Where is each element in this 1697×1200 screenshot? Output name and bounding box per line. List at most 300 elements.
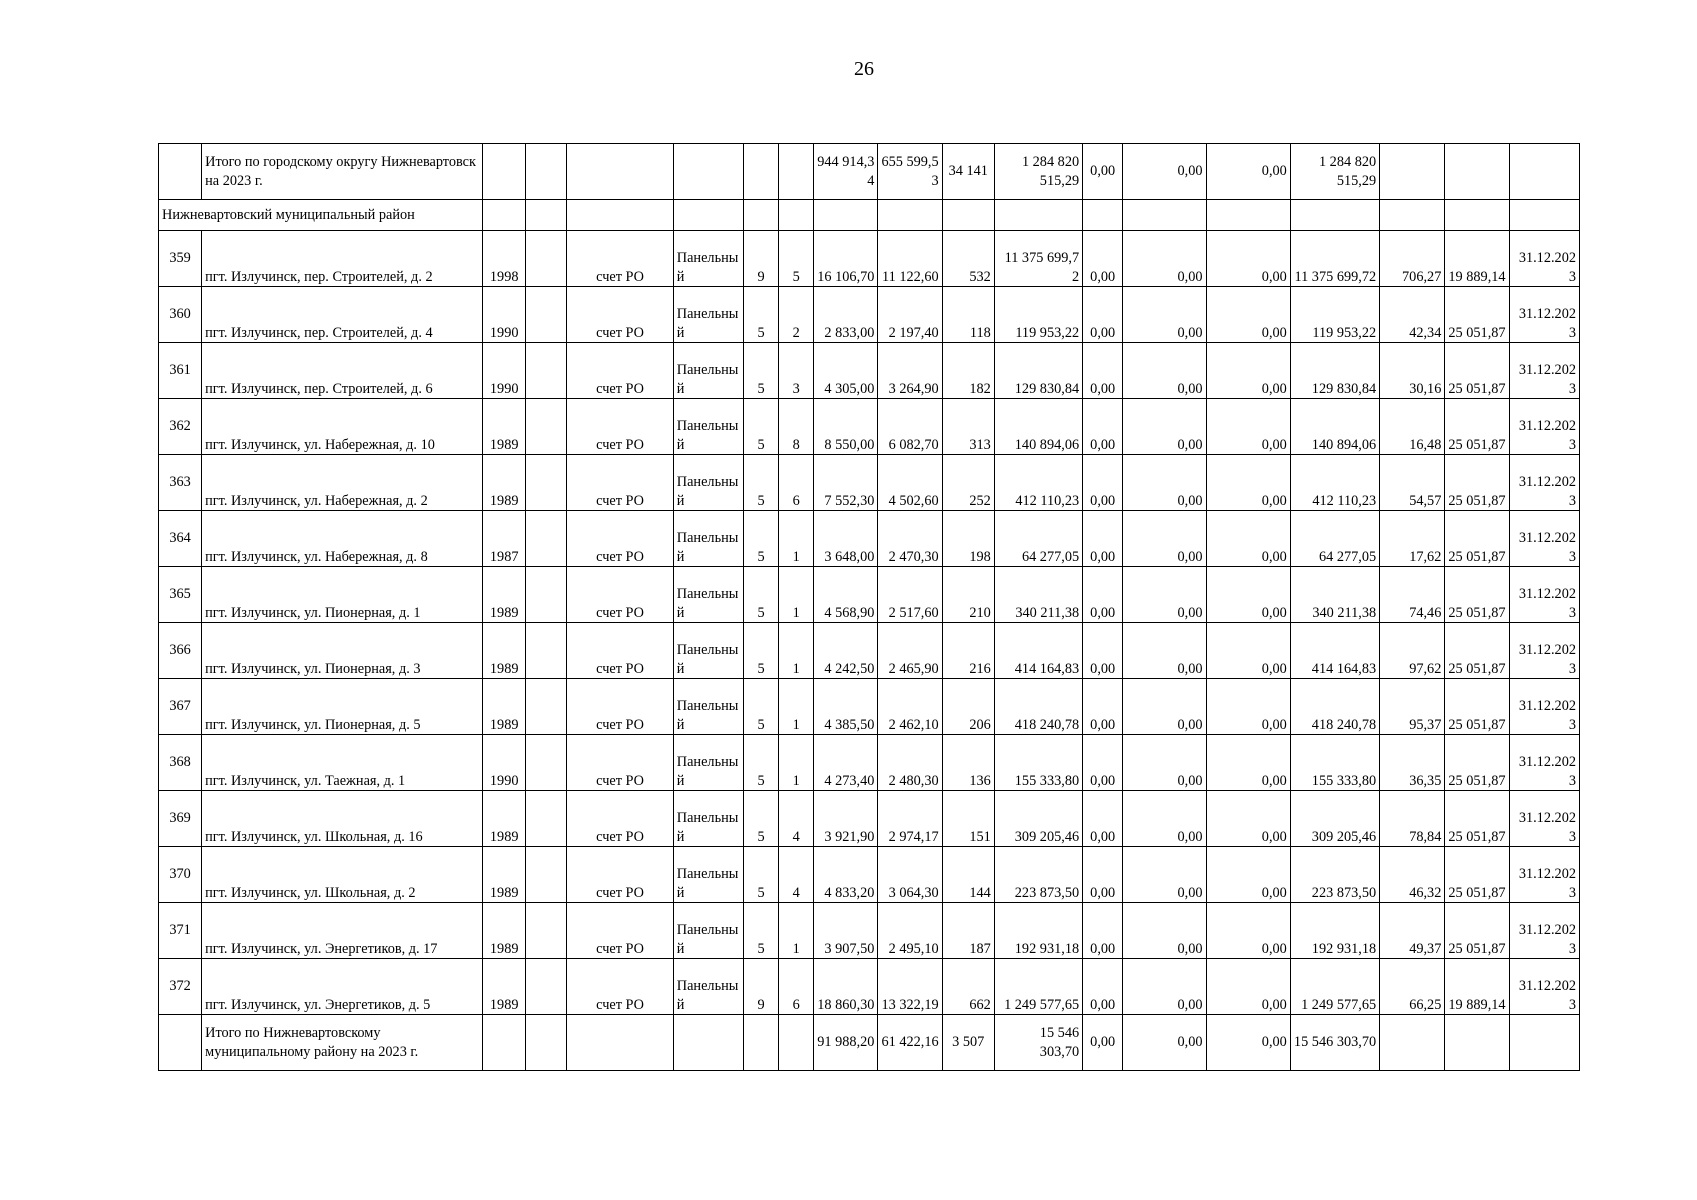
cell-area-total: 3 907,50 — [824, 940, 875, 957]
cell-entrances: 8 — [792, 436, 800, 453]
cell-fund-federal: 0,00 — [1090, 660, 1116, 677]
cell-funding-source: счет РО — [596, 380, 645, 397]
cell-entrances-wrapper — [779, 399, 814, 455]
cell-floors-wrapper — [744, 791, 779, 847]
cell-row-number-wrapper — [159, 511, 202, 567]
cell-address: пгт. Излучинск, ул. Набережная, д. 2 — [205, 492, 428, 509]
cell-funding-source: счет РО — [596, 268, 645, 285]
cell-fund-federal: 0,00 — [1090, 436, 1116, 453]
table-row — [159, 735, 1580, 791]
cell-fund-region: 0,00 — [1177, 772, 1203, 789]
cell-deadline-wrapper — [1509, 959, 1579, 1015]
cell-fund-owners: 64 277,05 — [1318, 548, 1377, 565]
top-total-cost: 1 284 820 515,29 — [994, 144, 1082, 200]
cell-funding-source: счет РО — [596, 436, 645, 453]
cell-address-wrapper — [202, 679, 483, 735]
cell-fund-region-wrapper — [1123, 511, 1206, 567]
cell-fund-owners: 1 249 577,65 — [1301, 996, 1377, 1013]
top-total-fund-local: 0,00 — [1206, 144, 1290, 200]
cell-cost-total-wrapper — [994, 231, 1082, 287]
cell-floors: 5 — [757, 716, 765, 733]
cell-entrances-wrapper — [779, 735, 814, 791]
cell-year-built: 1990 — [489, 772, 519, 789]
cell-floors-wrapper — [744, 455, 779, 511]
cell-area-living-wrapper — [878, 847, 942, 903]
cell-cost-total: 64 277,05 — [1021, 548, 1080, 565]
cell-funding-source: счет РО — [596, 716, 645, 733]
bottom-total-fund-region: 0,00 — [1123, 1015, 1206, 1071]
cell-floors-wrapper — [744, 287, 779, 343]
cell-funding-source: счет РО — [596, 828, 645, 845]
cell-fund-owners-wrapper — [1290, 287, 1379, 343]
cell-area-total: 16 106,70 — [817, 268, 875, 285]
cell-residents-wrapper — [942, 511, 994, 567]
cell-fund-region: 0,00 — [1177, 884, 1203, 901]
cell-year-built: 1998 — [489, 268, 519, 285]
cell-unit-cost-wrapper — [1380, 903, 1445, 959]
cell-area-total: 18 860,30 — [817, 996, 875, 1013]
cell-floors-wrapper — [744, 567, 779, 623]
cell-row-number-wrapper — [159, 735, 202, 791]
cell-residents-wrapper — [942, 343, 994, 399]
cell-area-total: 2 833,00 — [824, 324, 875, 341]
cell-limit-cost-wrapper — [1445, 399, 1509, 455]
cell-row-number: 370 — [169, 866, 191, 883]
cell-unit-cost: 17,62 — [1409, 548, 1442, 565]
cell-fund-local: 0,00 — [1261, 716, 1287, 733]
cell-funding-source-wrapper — [567, 287, 673, 343]
cell-limit-cost-wrapper — [1445, 343, 1509, 399]
cell-area-living: 2 517,60 — [888, 604, 939, 621]
cell-fund-owners: 155 333,80 — [1311, 772, 1377, 789]
cell-funding-source-wrapper — [567, 231, 673, 287]
cell-funding-source: счет РО — [596, 940, 645, 957]
cell-limit-cost-wrapper — [1445, 567, 1509, 623]
cell-fund-local: 0,00 — [1261, 380, 1287, 397]
cell-fund-federal-wrapper — [1083, 623, 1123, 679]
cell-residents-wrapper — [942, 287, 994, 343]
cell-fund-owners-wrapper — [1290, 231, 1379, 287]
cell-row-number: 372 — [169, 978, 191, 995]
cell-area-total: 4 833,20 — [824, 884, 875, 901]
cell-fund-owners: 192 931,18 — [1311, 940, 1377, 957]
cell-area-total-wrapper — [814, 735, 878, 791]
cell-residents: 216 — [969, 660, 991, 677]
cell-fund-region: 0,00 — [1177, 940, 1203, 957]
cell-fund-local: 0,00 — [1261, 324, 1287, 341]
cell-wall-material: Панельный — [676, 922, 739, 957]
cell-area-living-wrapper — [878, 231, 942, 287]
cell-fund-owners-wrapper — [1290, 343, 1379, 399]
cell-entrances-wrapper — [779, 567, 814, 623]
cell-deadline-wrapper — [1509, 847, 1579, 903]
cell-entrances: 1 — [792, 604, 800, 621]
cell-fund-federal: 0,00 — [1090, 940, 1116, 957]
cell-fund-region-wrapper — [1123, 623, 1206, 679]
bottom-total-cost: 15 546 303,70 — [994, 1015, 1082, 1071]
cell-fund-federal: 0,00 — [1090, 884, 1116, 901]
cell-limit-cost: 25 051,87 — [1448, 380, 1506, 397]
cell-address-wrapper — [202, 343, 483, 399]
cell-limit-cost-wrapper — [1445, 735, 1509, 791]
cell-area-total: 4 273,40 — [824, 772, 875, 789]
cell-floors: 5 — [757, 884, 765, 901]
cell-year-built-wrapper — [483, 567, 526, 623]
cell-floors-wrapper — [744, 735, 779, 791]
cell-fund-federal-wrapper — [1083, 343, 1123, 399]
cell-row-number: 359 — [169, 250, 191, 267]
cell-fund-local-wrapper — [1206, 455, 1290, 511]
cell-wall-material-wrapper — [673, 735, 743, 791]
cell-limit-cost: 19 889,14 — [1448, 268, 1506, 285]
cell-limit-cost: 25 051,87 — [1448, 492, 1506, 509]
cell-wall-material: Панельный — [676, 362, 739, 397]
top-total-label: Итого по городскому округу Нижневартовск на 2023 г. — [202, 144, 483, 200]
cell-limit-cost-wrapper — [1445, 847, 1509, 903]
cell-limit-cost-wrapper — [1445, 287, 1509, 343]
cell-row-number-wrapper — [159, 455, 202, 511]
cell-unit-cost: 16,48 — [1409, 436, 1442, 453]
cell-floors: 5 — [757, 436, 765, 453]
cell-residents-wrapper — [942, 567, 994, 623]
cell-fund-federal: 0,00 — [1090, 492, 1116, 509]
cell-cost-total-wrapper — [994, 791, 1082, 847]
cell-fund-region: 0,00 — [1177, 380, 1203, 397]
cell-residents: 151 — [969, 828, 991, 845]
cell-wall-material-wrapper — [673, 791, 743, 847]
cell-deadline-wrapper — [1509, 399, 1579, 455]
cell-fund-federal: 0,00 — [1090, 548, 1116, 565]
cell-empty-col — [526, 287, 567, 343]
cell-cost-total-wrapper — [994, 735, 1082, 791]
cell-floors: 5 — [757, 492, 765, 509]
cell-fund-owners: 412 110,23 — [1312, 492, 1377, 509]
cell-fund-federal-wrapper — [1083, 287, 1123, 343]
cell-residents: 532 — [969, 268, 991, 285]
cell-wall-material: Панельный — [676, 866, 739, 901]
cell-cost-total: 340 211,38 — [1015, 604, 1080, 621]
cell-unit-cost: 42,34 — [1409, 324, 1442, 341]
cell-year-built: 1990 — [489, 380, 519, 397]
cell-limit-cost: 25 051,87 — [1448, 884, 1506, 901]
cell-entrances-wrapper — [779, 959, 814, 1015]
cell-fund-local-wrapper — [1206, 903, 1290, 959]
cell-limit-cost: 25 051,87 — [1448, 716, 1506, 733]
cell-area-living: 13 322,19 — [881, 996, 939, 1013]
cell-fund-local: 0,00 — [1261, 604, 1287, 621]
cell-fund-owners: 223 873,50 — [1311, 884, 1377, 901]
cell-row-number: 366 — [169, 642, 191, 659]
cell-fund-owners-wrapper — [1290, 399, 1379, 455]
cell-year-built: 1989 — [489, 940, 519, 957]
cell-deadline-wrapper — [1509, 343, 1579, 399]
cell-floors-wrapper — [744, 343, 779, 399]
cell-area-total-wrapper — [814, 455, 878, 511]
cell-area-living: 2 462,10 — [888, 716, 939, 733]
cell-residents-wrapper — [942, 903, 994, 959]
cell-area-living-wrapper — [878, 287, 942, 343]
cell-fund-local-wrapper — [1206, 959, 1290, 1015]
cell-fund-owners-wrapper — [1290, 679, 1379, 735]
table-row — [159, 623, 1580, 679]
cell-residents: 662 — [969, 996, 991, 1013]
cell-wall-material-wrapper — [673, 287, 743, 343]
cell-area-living: 3 264,90 — [888, 380, 939, 397]
cell-deadline-wrapper — [1509, 735, 1579, 791]
cell-fund-local-wrapper — [1206, 679, 1290, 735]
cell-entrances: 4 — [792, 828, 800, 845]
cell-fund-owners: 11 375 699,72 — [1294, 268, 1377, 285]
section-title: Нижневартовский муниципальный район — [159, 200, 483, 231]
cell-cost-total-wrapper — [994, 511, 1082, 567]
cell-area-living: 6 082,70 — [888, 436, 939, 453]
cell-entrances: 6 — [792, 996, 800, 1013]
cell-address: пгт. Излучинск, ул. Набережная, д. 10 — [205, 436, 435, 453]
cell-wall-material: Панельный — [676, 698, 739, 733]
table-row — [159, 903, 1580, 959]
cell-row-number-wrapper — [159, 567, 202, 623]
cell-cost-total-wrapper — [994, 679, 1082, 735]
cell-residents: 187 — [969, 940, 991, 957]
cell-fund-owners: 140 894,06 — [1311, 436, 1377, 453]
cell-empty-col — [526, 735, 567, 791]
cell-fund-owners-wrapper — [1290, 959, 1379, 1015]
cell-residents: 182 — [969, 380, 991, 397]
cell-year-built-wrapper — [483, 791, 526, 847]
cell-area-total-wrapper — [814, 679, 878, 735]
cell-fund-region-wrapper — [1123, 455, 1206, 511]
cell-area-total: 4 305,00 — [824, 380, 875, 397]
cell-deadline-wrapper — [1509, 623, 1579, 679]
cell-row-number-wrapper — [159, 847, 202, 903]
cell-residents-wrapper — [942, 735, 994, 791]
cell-area-total-wrapper — [814, 399, 878, 455]
cell-deadline: 31.12.2023 — [1518, 530, 1576, 565]
cell-fund-federal-wrapper — [1083, 959, 1123, 1015]
cell-address: пгт. Излучинск, пер. Строителей, д. 6 — [205, 380, 433, 397]
cell-residents-wrapper — [942, 231, 994, 287]
cell-entrances: 1 — [792, 940, 800, 957]
cell-area-living-wrapper — [878, 903, 942, 959]
cell-fund-federal: 0,00 — [1090, 828, 1116, 845]
cell-area-living-wrapper — [878, 735, 942, 791]
cell-area-total: 3 648,00 — [824, 548, 875, 565]
cell-funding-source: счет РО — [596, 884, 645, 901]
cell-area-total-wrapper — [814, 287, 878, 343]
cell-row-number-wrapper — [159, 343, 202, 399]
cell-empty-col — [526, 791, 567, 847]
cell-fund-owners: 129 830,84 — [1311, 380, 1377, 397]
cell-limit-cost: 25 051,87 — [1448, 828, 1506, 845]
cell-fund-region: 0,00 — [1177, 268, 1203, 285]
cell-cost-total: 412 110,23 — [1015, 492, 1080, 509]
cell-cost-total: 223 873,50 — [1014, 884, 1080, 901]
cell-fund-owners: 309 205,46 — [1311, 828, 1377, 845]
cell-funding-source-wrapper — [567, 959, 673, 1015]
cell-funding-source-wrapper — [567, 455, 673, 511]
cell-fund-owners-wrapper — [1290, 511, 1379, 567]
cell-fund-owners-wrapper — [1290, 903, 1379, 959]
cell-unit-cost-wrapper — [1380, 791, 1445, 847]
cell-fund-local: 0,00 — [1261, 436, 1287, 453]
cell-deadline: 31.12.2023 — [1518, 754, 1576, 789]
cell-year-built-wrapper — [483, 959, 526, 1015]
cell-area-total-wrapper — [814, 231, 878, 287]
bottom-total-row — [159, 1015, 1580, 1071]
cell-limit-cost: 19 889,14 — [1448, 996, 1506, 1013]
cell-address-wrapper — [202, 399, 483, 455]
cell-row-number: 368 — [169, 754, 191, 771]
cell-entrances: 5 — [792, 268, 800, 285]
cell-wall-material: Панельный — [676, 418, 739, 453]
cell-year-built-wrapper — [483, 847, 526, 903]
cell-limit-cost: 25 051,87 — [1448, 772, 1506, 789]
cell-cost-total-wrapper — [994, 287, 1082, 343]
cell-fund-region-wrapper — [1123, 567, 1206, 623]
cell-year-built-wrapper — [483, 231, 526, 287]
cell-entrances-wrapper — [779, 903, 814, 959]
table-row — [159, 679, 1580, 735]
cell-floors-wrapper — [744, 959, 779, 1015]
cell-cost-total-wrapper — [994, 343, 1082, 399]
cell-limit-cost-wrapper — [1445, 455, 1509, 511]
cell-fund-region: 0,00 — [1177, 716, 1203, 733]
cell-address: пгт. Излучинск, ул. Энергетиков, д. 17 — [205, 940, 438, 957]
cell-funding-source-wrapper — [567, 567, 673, 623]
cell-fund-owners-wrapper — [1290, 847, 1379, 903]
cell-row-number: 365 — [169, 586, 191, 603]
table-row — [159, 511, 1580, 567]
cell-address-wrapper — [202, 735, 483, 791]
cell-address-wrapper — [202, 511, 483, 567]
cell-entrances-wrapper — [779, 287, 814, 343]
cell-floors-wrapper — [744, 399, 779, 455]
cell-funding-source: счет РО — [596, 660, 645, 677]
cell-deadline: 31.12.2023 — [1518, 362, 1576, 397]
table-row — [159, 455, 1580, 511]
cell-wall-material-wrapper — [673, 679, 743, 735]
cell-funding-source: счет РО — [596, 604, 645, 621]
cell-cost-total: 129 830,84 — [1014, 380, 1080, 397]
cell-fund-local: 0,00 — [1261, 884, 1287, 901]
cell-fund-local-wrapper — [1206, 231, 1290, 287]
cell-wall-material: Панельный — [676, 530, 739, 565]
cell-area-total: 4 242,50 — [824, 660, 875, 677]
cell-entrances: 2 — [792, 324, 800, 341]
cell-floors: 9 — [757, 268, 765, 285]
top-total-row — [159, 144, 1580, 200]
cell-deadline-wrapper — [1509, 511, 1579, 567]
cell-entrances: 1 — [792, 660, 800, 677]
cell-deadline: 31.12.2023 — [1518, 866, 1576, 901]
cell-wall-material: Панельный — [676, 754, 739, 789]
cell-residents-wrapper — [942, 399, 994, 455]
bottom-total-fund-local: 0,00 — [1206, 1015, 1290, 1071]
cell-fund-local-wrapper — [1206, 791, 1290, 847]
top-total-area-total: 944 914,34 — [817, 154, 875, 189]
cell-fund-local: 0,00 — [1261, 548, 1287, 565]
cell-deadline: 31.12.2023 — [1518, 698, 1576, 733]
cell-limit-cost-wrapper — [1445, 511, 1509, 567]
cell-area-total: 3 921,90 — [824, 828, 875, 845]
cell-residents-wrapper — [942, 959, 994, 1015]
cell-unit-cost: 66,25 — [1409, 996, 1442, 1013]
cell-address-wrapper — [202, 455, 483, 511]
cell-row-number-wrapper — [159, 959, 202, 1015]
cell-fund-local: 0,00 — [1261, 660, 1287, 677]
cell-empty-col — [526, 455, 567, 511]
table-row — [159, 847, 1580, 903]
cell-row-number: 361 — [169, 362, 191, 379]
cell-floors-wrapper — [744, 231, 779, 287]
cell-floors: 9 — [757, 996, 765, 1013]
cell-cost-total-wrapper — [994, 623, 1082, 679]
cell-fund-region-wrapper — [1123, 959, 1206, 1015]
cell-residents-wrapper — [942, 847, 994, 903]
table-row — [159, 791, 1580, 847]
cell-residents: 252 — [969, 492, 991, 509]
table-row — [159, 287, 1580, 343]
cell-fund-local: 0,00 — [1261, 828, 1287, 845]
cell-floors: 5 — [757, 940, 765, 957]
cell-fund-federal-wrapper — [1083, 231, 1123, 287]
cell-limit-cost: 25 051,87 — [1448, 436, 1506, 453]
registry-table — [158, 143, 1580, 1071]
cell-wall-material-wrapper — [673, 231, 743, 287]
cell-fund-local-wrapper — [1206, 847, 1290, 903]
cell-cost-total-wrapper — [994, 959, 1082, 1015]
cell-unit-cost-wrapper — [1380, 959, 1445, 1015]
cell-fund-region: 0,00 — [1177, 548, 1203, 565]
cell-wall-material: Панельный — [676, 810, 739, 845]
cell-row-number: 363 — [169, 474, 191, 491]
cell-address: пгт. Излучинск, ул. Энергетиков, д. 5 — [205, 996, 431, 1013]
cell-unit-cost: 97,62 — [1409, 660, 1442, 677]
cell-entrances: 6 — [792, 492, 800, 509]
cell-row-number-wrapper — [159, 903, 202, 959]
cell-fund-federal: 0,00 — [1090, 716, 1116, 733]
cell-floors: 5 — [757, 604, 765, 621]
cell-entrances: 1 — [792, 716, 800, 733]
cell-unit-cost: 36,35 — [1409, 772, 1442, 789]
cell-address-wrapper — [202, 903, 483, 959]
cell-row-number: 362 — [169, 418, 191, 435]
cell-address-wrapper — [202, 959, 483, 1015]
cell-unit-cost-wrapper — [1380, 623, 1445, 679]
cell-wall-material-wrapper — [673, 903, 743, 959]
cell-fund-owners-wrapper — [1290, 735, 1379, 791]
cell-cost-total-wrapper — [994, 399, 1082, 455]
cell-unit-cost-wrapper — [1380, 343, 1445, 399]
cell-fund-region-wrapper — [1123, 735, 1206, 791]
cell-cost-total: 192 931,18 — [1014, 940, 1080, 957]
cell-floors-wrapper — [744, 903, 779, 959]
cell-year-built-wrapper — [483, 455, 526, 511]
cell-deadline: 31.12.2023 — [1518, 418, 1576, 453]
cell-row-number-wrapper — [159, 399, 202, 455]
cell-fund-local-wrapper — [1206, 399, 1290, 455]
cell-limit-cost-wrapper — [1445, 959, 1509, 1015]
section-row — [159, 200, 1580, 231]
cell-cost-total-wrapper — [994, 847, 1082, 903]
cell-deadline: 31.12.2023 — [1518, 922, 1576, 957]
cell-wall-material-wrapper — [673, 959, 743, 1015]
bottom-total-residents: 3 507 — [952, 1034, 985, 1051]
cell-row-number-wrapper — [159, 791, 202, 847]
cell-area-total: 4 568,90 — [824, 604, 875, 621]
cell-fund-owners-wrapper — [1290, 791, 1379, 847]
cell-unit-cost-wrapper — [1380, 287, 1445, 343]
